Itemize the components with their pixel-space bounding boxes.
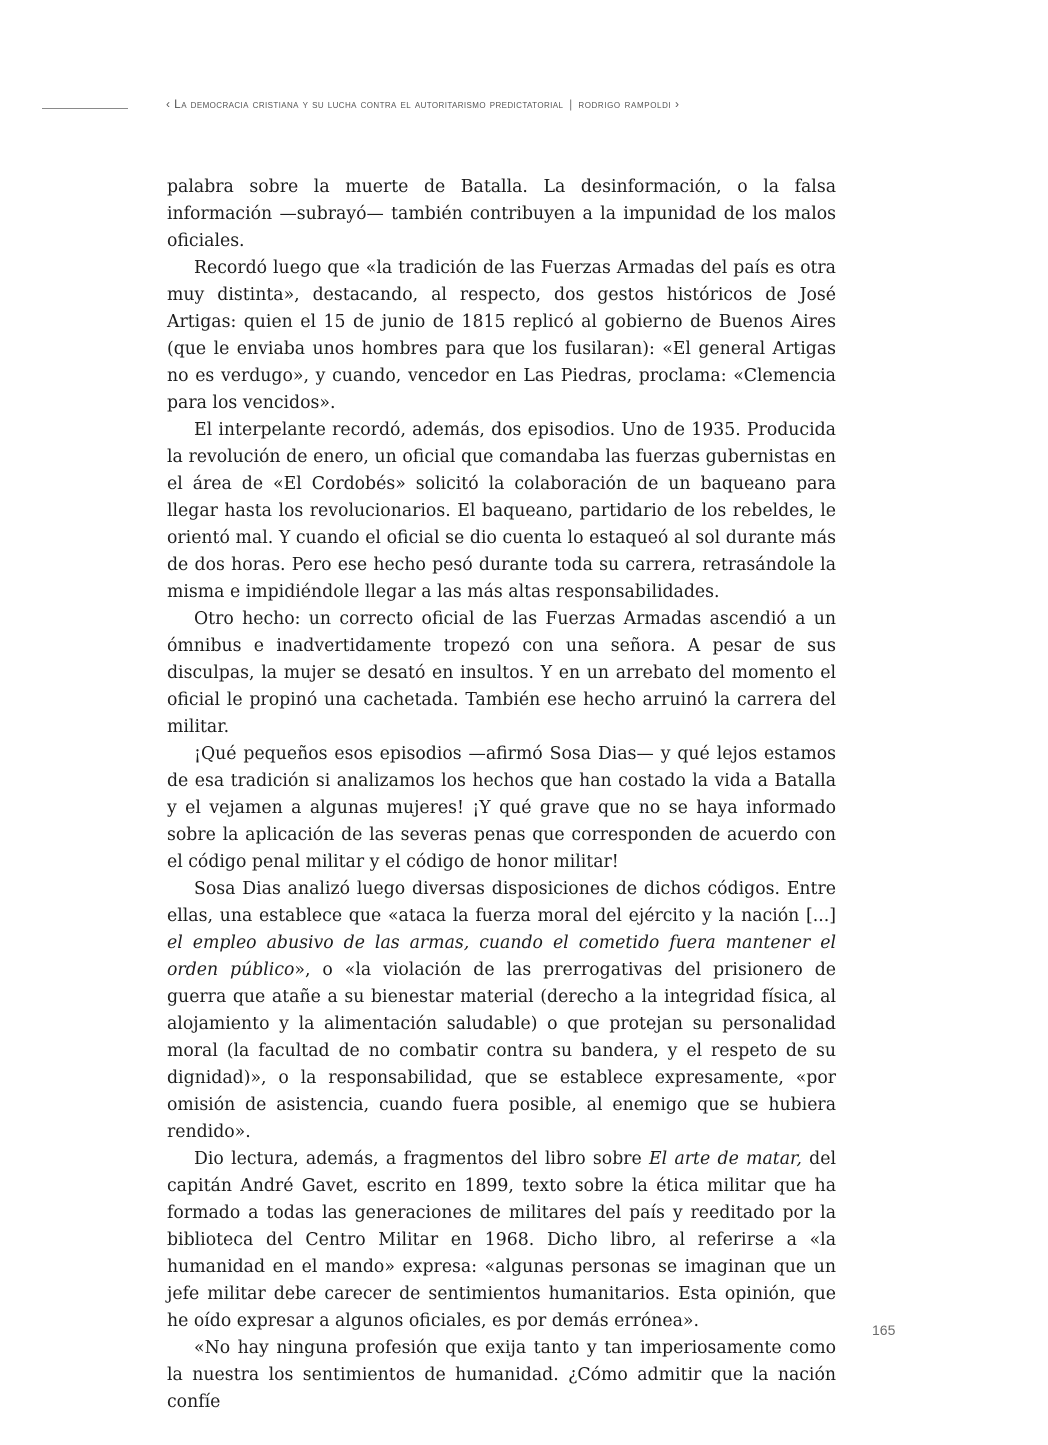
- running-head-title: La democracia cristiana y su lucha contra el autoritarismo predictatorial: [174, 97, 564, 111]
- running-head-close-mark: ›: [675, 97, 680, 111]
- header-rule: [42, 108, 128, 109]
- running-head: [166, 97, 866, 111]
- italic-text: el empleo abusivo de las armas, cuando el cometido fuera mantener el orden público: [167, 933, 836, 980]
- paragraph-text: palabra sobre la muerte de Batalla. La desinformación, o la falsa información —subrayó— también contribuyen a la impunidad de los malos oficiales.: [167, 177, 836, 251]
- paragraph: [167, 876, 836, 1146]
- running-head-separator: |: [569, 97, 573, 111]
- paragraph-text: ¡Qué pequeños esos episodios —afirmó Sosa Dias— y qué lejos estamos de esa tradición si analizamos los hechos que han costado la vida a Batalla y el vejamen a algunas mujeres! ¡Y qué grave que no se haya informado sobre la aplicación de las severas penas que corresponden de acuerdo con el código penal militar y el código de honor militar!: [167, 744, 836, 872]
- paragraph-text: Dio lectura, además, a fragmentos del libro sobre: [194, 1149, 650, 1169]
- paragraph-text: «No hay ninguna profesión que exija tanto y tan imperiosamente como la nuestra los sentimientos de humanidad. ¿Cómo admitir que la nación confíe: [167, 1338, 836, 1412]
- paragraph-text: Otro hecho: un correcto oficial de las Fuerzas Armadas ascendió a un ómnibus e inadvertidamente tropezó con una señora. A pesar de sus disculpas, la mujer se desató en insultos. Y en un arrebato del momento el oficial le propinó una cachetada. También ese hecho arruinó la carrera del militar.: [167, 609, 836, 737]
- paragraph: [167, 255, 836, 417]
- italic-text: El arte de matar,: [649, 1149, 802, 1169]
- paragraph: [167, 1146, 836, 1335]
- paragraph: [167, 741, 836, 876]
- paragraph-text: El interpelante recordó, además, dos episodios. Uno de 1935. Producida la revolución de enero, un oficial que comandaba las fuerzas gubernistas en el área de «El Cordobés» solicitó la colaboración de un baqueano para llegar hasta los revolucionarios. El baqueano, partidario de los rebeldes, le orientó mal. Y cuando el oficial se dio cuenta lo estaqueó al sol durante más de dos horas. Pero ese hecho pesó durante toda su carrera, retrasándole la misma e impidiéndole llegar a las más altas responsabilidades.: [167, 420, 836, 602]
- running-head-open-mark: ‹: [166, 97, 171, 111]
- paragraph-text: », o «la violación de las prerrogativas del prisionero de guerra que atañe a su bienestar material (derecho a la integridad física, al alojamiento y la alimentación saludable) o que protejan su personalidad moral (la facultad de no combatir contra su bandera, y el respeto de su dignidad)», o la responsabilidad, que se establece expresamente, «por omisión de asistencia, cuando fuera posible, al enemigo que se hubiera rendido».: [167, 960, 837, 1142]
- paragraph: [167, 606, 836, 741]
- paragraph-text: del capitán André Gavet, escrito en 1899, texto sobre la ética militar que ha formado a todas las generaciones de militares del país y reeditado por la biblioteca del Centro Militar en 1968. Dicho libro, al referirse a «la humanidad en el mando» expresa: «algunas personas se imaginan que un jefe militar debe carecer de sentimientos humanitarios. Esta opinión, que he oído expresar a algunos oficiales, es por demás errónea».: [167, 1149, 836, 1331]
- running-head-author: rodrigo rampoldi: [578, 97, 672, 111]
- paragraph: [167, 417, 836, 606]
- page-number: 165: [872, 1322, 896, 1338]
- paragraph: [167, 1335, 836, 1416]
- paragraph: [167, 174, 836, 255]
- body-text: [167, 174, 836, 1416]
- paragraph-text: Sosa Dias analizó luego diversas disposiciones de dichos códigos. Entre ellas, una establece que «ataca la fuerza moral del ejército y la nación [...]: [167, 879, 836, 926]
- paragraph-text: Recordó luego que «la tradición de las Fuerzas Armadas del país es otra muy distinta», destacando, al respecto, dos gestos históricos de José Artigas: quien el 15 de junio de 1815 replicó al gobierno de Buenos Aires (que le enviaba unos hombres para que los fusilaran): «El general Artigas no es verdugo», y cuando, vencedor en Las Piedras, proclama: «Clemencia para los vencidos».: [167, 258, 836, 413]
